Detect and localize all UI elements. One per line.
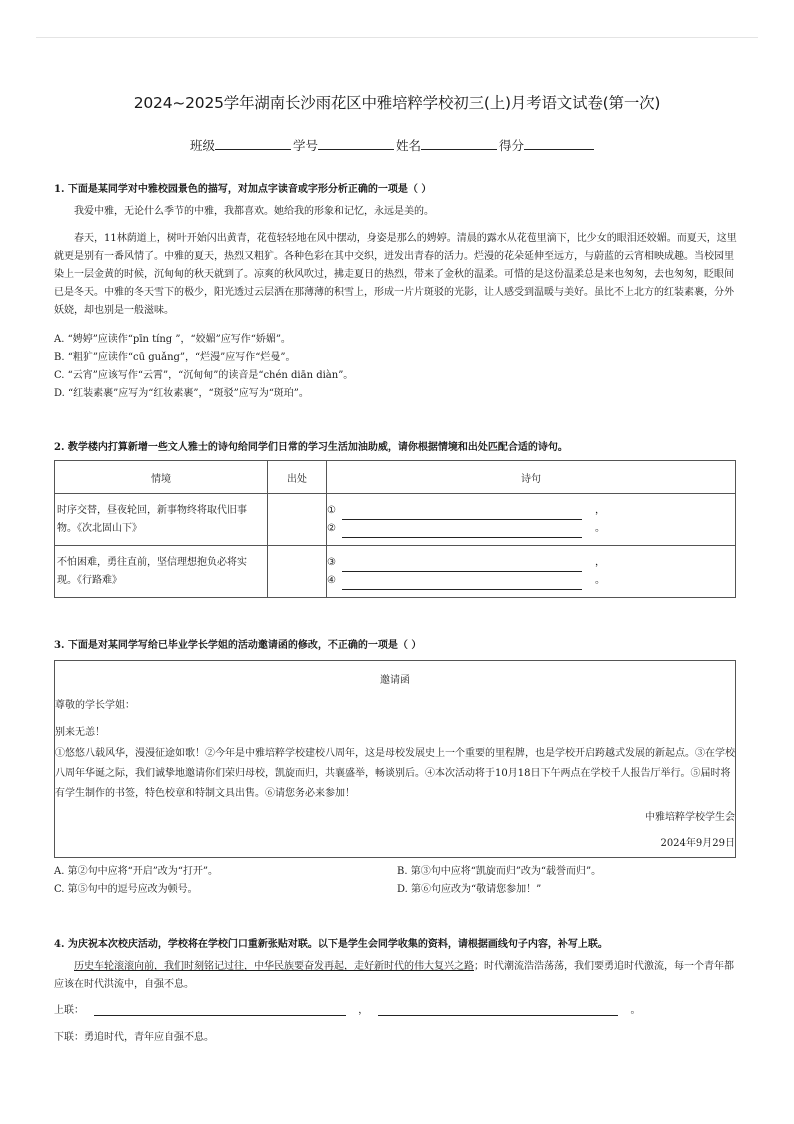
page-title: 2024~2025学年湖南长沙雨花区中雅培粹学校初三(上)月考语文试卷(第一次) bbox=[133, 94, 661, 112]
table-row bbox=[55, 546, 736, 598]
row-1-source-cell[interactable] bbox=[268, 494, 327, 546]
blank-1-line[interactable] bbox=[342, 508, 582, 520]
poetry-table bbox=[54, 460, 736, 598]
blank-4-line[interactable] bbox=[342, 578, 582, 590]
letter-body: ①悠悠八载风华，漫漫征途如歌！②今年是中雅培粹学校建校八周年，这是母校发展史上一个重要的里程牌，也是学校开启跨越式发展的新起点。③在学校八周年华诞之际，我们诚挚地邀请你们荣归母校，凯旋而归，共襄盛举，畅谈别后。④本次活动将于10月18日下午两点在学校千人报告厅举行。⑤届时将有学生制作的书签，特色校章和特制文具出售。⑥请您务必来参加！ bbox=[55, 748, 735, 799]
blank-3-end: ， bbox=[595, 556, 606, 568]
row-2-source-cell[interactable] bbox=[268, 546, 327, 598]
question-1-stem: 1. 下面是某同学对中雅校园景色的描写，对加点字读音或字形分析正确的一项是（ ） bbox=[54, 184, 432, 195]
q1-paragraph-1: 我爱中雅，无论什么季节的中雅，我都喜欢。她给我的形象和记忆，永远是美的。 bbox=[74, 206, 434, 217]
q4-material-rest: ；时代潮流浩浩荡荡，我们要勇追时代激流，每一个青年都应该在时代洪流中，自强不息。 bbox=[54, 961, 734, 990]
question-3-stem: 3. 下面是对某同学写给已毕业学长学姐的活动邀请函的修改，不正确的一项是（ ） bbox=[54, 640, 422, 651]
q3-option-d[interactable]: D. 第⑥句应改为“敬请您参加！” bbox=[397, 884, 542, 895]
blank-4-mark: ④ bbox=[327, 574, 336, 586]
blank-2-mark: ② bbox=[327, 522, 336, 534]
blank-3-mark: ③ bbox=[327, 556, 336, 568]
q1-option-b[interactable]: B. “粗犷”应读作“cū guǎng”，“烂漫”应写作“烂曼”。 bbox=[54, 352, 296, 363]
blank-2-end: 。 bbox=[595, 522, 606, 534]
name-field[interactable] bbox=[421, 136, 497, 150]
letter-greeting: 别来无恙！ bbox=[55, 727, 105, 738]
row-2-verses bbox=[327, 546, 736, 598]
table-header-source: 出处 bbox=[268, 461, 327, 494]
row-1-context: 时序交替，昼夜轮回，新事物终将取代旧事物。《次北固山下》 bbox=[55, 494, 268, 546]
table-header-verse: 诗句 bbox=[327, 461, 736, 494]
blank-1-end: ， bbox=[595, 504, 606, 516]
q1-option-d[interactable]: D. “红装素裹”应写为“红妆素裹”，“斑驳”应写为“斑珀”。 bbox=[54, 388, 309, 399]
score-field[interactable] bbox=[524, 136, 594, 150]
letter-heading: 邀请函 bbox=[380, 675, 410, 686]
blank-2-line[interactable] bbox=[342, 526, 582, 538]
upper-period: 。 bbox=[630, 1005, 641, 1016]
upper-couplet-row bbox=[54, 1001, 641, 1016]
q3-option-b[interactable]: B. 第③句中应将“凯旋而归”改为“载誉而归”。 bbox=[397, 866, 602, 877]
score-label: 得分 bbox=[499, 138, 525, 153]
blank-4-end: 。 bbox=[595, 574, 606, 586]
letter-date: 2024年9月29日 bbox=[660, 838, 735, 849]
blank-3-line[interactable] bbox=[342, 560, 582, 572]
name-label: 姓名 bbox=[396, 138, 422, 153]
number-field[interactable] bbox=[318, 136, 394, 150]
q4-underlined-sentence: 历史车轮滚滚向前，我们时刻铭记过往，中华民族要奋发再起，走好新时代的伟大复兴之路 bbox=[74, 961, 474, 972]
blank-1-mark: ① bbox=[327, 504, 336, 516]
q1-paragraph-2: 春天，11林荫道上，树叶开始闪出黄青，花苞轻轻地在风中摆动，身姿是那么的娉婷。清晨的露水从花苞里滴下，比少女的眼泪还姣媚。而夏天，这里就更是别有一番风情了。中雅的夏天，热烈又粗犷。各种色彩在其中交织，迸发出青春的活力。烂漫的花朵延伸至远方，与蔚蓝的云宵相映成趣。当校园里染上一层金黄的时候，沉甸甸的秋天就到了。凉爽的秋风吹过，拂走夏日的热烈，带来了金秋的温柔。可惜的是这份温柔总是来也匆匆，去也匆匆，眨眼间已是冬天。中雅的冬天雪下的极少，阳光透过云层洒在那薄薄的积雪上，形成一片片斑驳的光影，让人感受到温暖与美好。虽比不上北方的红装素裹，分外妖娆，却也别是一般滋味。 bbox=[54, 233, 737, 316]
table-row bbox=[55, 494, 736, 546]
row-1-verses bbox=[327, 494, 736, 546]
question-2-stem: 2. 教学楼内打算新增一些文人雅士的诗句给同学们日常的学习生活加油助威，请你根据情境和出处匹配合适的诗句。 bbox=[54, 442, 568, 453]
q3-option-a[interactable]: A. 第②句中应将“开启”改为“打开”。 bbox=[54, 866, 219, 877]
q1-option-a[interactable]: A. “娉婷”应读作“pīn tíng ”，“姣媚”应写作“娇媚”。 bbox=[54, 334, 291, 345]
q1-option-c[interactable]: C. “云宵”应该写作“云霄”，“沉甸甸”的读音是“chén diān diàn”。 bbox=[54, 370, 354, 381]
class-label: 班级 bbox=[190, 138, 216, 153]
student-info-row bbox=[190, 136, 596, 154]
row-2-context: 不怕困难，勇往直前，坚信理想抱负必将实现。《行路难》 bbox=[55, 546, 268, 598]
class-field[interactable] bbox=[215, 136, 291, 150]
letter-signature: 中雅培粹学校学生会 bbox=[645, 812, 735, 823]
upper-label: 上联： bbox=[54, 1005, 84, 1016]
upper-comma: ， bbox=[358, 1005, 369, 1016]
number-label: 学号 bbox=[293, 138, 319, 153]
question-4-stem: 4. 为庆祝本次校庆活动，学校将在学校门口重新张贴对联。以下是学生会同学收集的资料，请根据画线句子内容，补写上联。 bbox=[54, 939, 608, 950]
letter-salutation: 尊敬的学长学姐： bbox=[55, 700, 135, 711]
invitation-letter bbox=[54, 660, 736, 858]
q4-material bbox=[54, 958, 742, 994]
lower-couplet: 下联：勇追时代，青年应自强不息。 bbox=[54, 1032, 214, 1043]
q3-option-c[interactable]: C. 第⑤句中的逗号应改为顿号。 bbox=[54, 884, 198, 895]
upper-blank-2[interactable] bbox=[378, 1004, 618, 1016]
table-header-context: 情境 bbox=[55, 461, 268, 494]
upper-blank-1[interactable] bbox=[94, 1004, 346, 1016]
header-rule bbox=[36, 37, 758, 38]
